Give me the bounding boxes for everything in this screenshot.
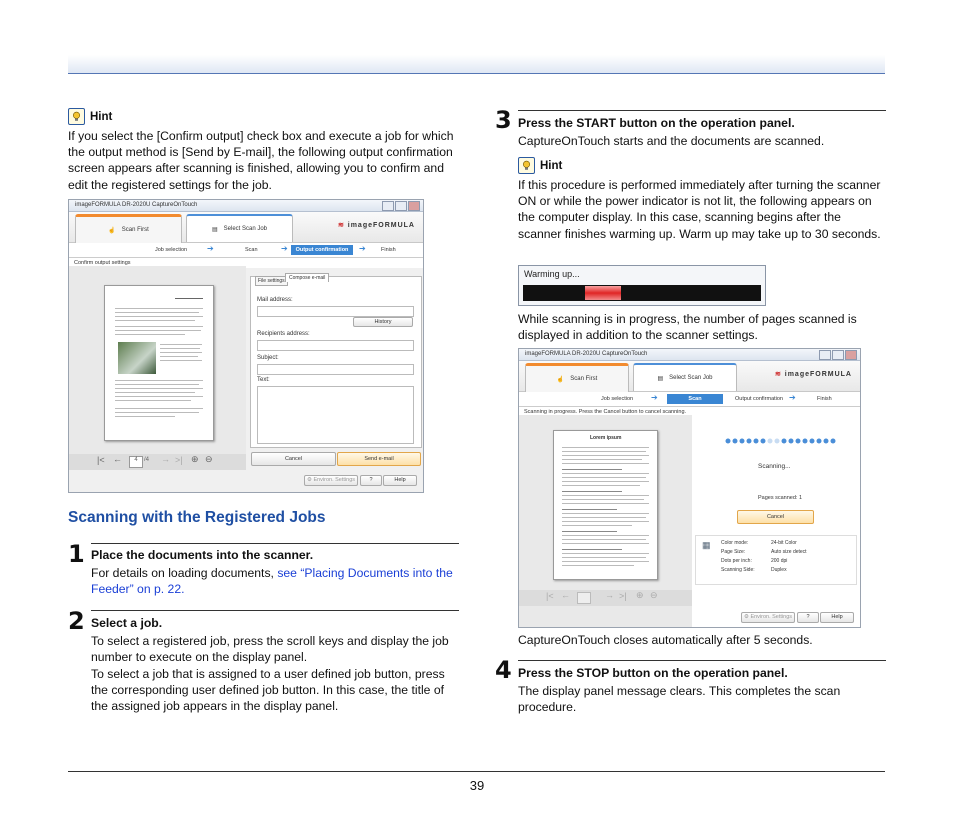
photo-image (118, 342, 156, 374)
warming-progress-indicator (585, 286, 621, 300)
step-1-text (91, 565, 461, 597)
warming-up-label: Warming up... (524, 269, 580, 279)
step-4-rule (518, 660, 886, 661)
scanning-status: Scanning... (758, 463, 791, 470)
page-navigator (69, 454, 246, 470)
step-1-body: For details on loading documents, (91, 566, 278, 580)
step-scan: Scan (667, 394, 723, 404)
step-4-heading: Press the STOP button on the operation panel. (518, 666, 788, 680)
arrow-icon: ➔ (207, 244, 214, 253)
tab-label: Select Scan Job (223, 226, 268, 232)
tab-scan-first[interactable] (75, 214, 182, 243)
zoom-in-icon[interactable]: ⊕ (191, 454, 199, 464)
text-area[interactable] (257, 386, 414, 444)
progress-steps (519, 392, 860, 407)
setting-key: Scanning Side: (721, 567, 755, 573)
tab-label: Select Scan Job (669, 375, 713, 381)
window-title: imageFORMULA DR-2020U CaptureOnTouch (525, 351, 648, 357)
progress-steps (69, 243, 423, 258)
hint-label: Hint (90, 110, 113, 123)
page-input[interactable] (577, 592, 591, 604)
hint-label: Hint (540, 159, 563, 172)
warming-up-dialog (518, 265, 766, 306)
window-titlebar (519, 349, 860, 361)
document-thumbnail (553, 430, 658, 580)
tab-label: Scan First (570, 376, 598, 382)
button-label: Environ. Settings (313, 477, 356, 483)
step-2-text-2: To select a job that is assigned to a user defined job button, press the corresponding user defined job button. In this case, the title of the assigned job appears in the display panel. (91, 667, 445, 714)
step-1-heading: Place the documents into the scanner. (91, 548, 314, 562)
hand-icon: ☝ (108, 227, 116, 234)
scanning-progress-dots (724, 437, 836, 445)
prev-page-icon[interactable]: ← (113, 454, 122, 464)
tab-compose-email[interactable]: Compose e-mail (285, 273, 329, 282)
step-2-heading: Select a job. (91, 616, 163, 630)
arrow-icon: ➔ (359, 244, 366, 253)
step-3-heading: Press the START button on the operation panel. (518, 116, 795, 130)
step-finish: Finish (381, 247, 396, 253)
hint-text-2: If this procedure is performed immediately after turning the scanner ON or while the power indicator is not lit, the following appears on the computer display. In this case, scanning begins after the scanner finishes warming up. Warm up may take up to 30 seconds. (518, 178, 881, 241)
environ-settings-button[interactable] (741, 612, 795, 623)
hint-text: If you select the [Confirm output] check box and execute a job for which the output method is [Send by E-mail], the following output confirmation screen appears after scanning is finished, allowing you to confirm and edit the registered settings for the job. (68, 129, 454, 192)
setting-value: Auto size detect (771, 549, 807, 555)
lightbulb-icon (518, 157, 535, 174)
cancel-button[interactable]: Cancel (737, 510, 814, 524)
setting-key: Color mode: (721, 540, 749, 546)
zoom-out-icon[interactable]: ⊖ (650, 590, 658, 600)
text-label: Text: (257, 377, 270, 383)
hint-heading-2 (518, 157, 562, 174)
page-total: /4 (144, 457, 150, 463)
hand-icon: ☝ (556, 376, 565, 383)
mail-address-field[interactable] (257, 306, 414, 317)
recipients-label: Recipients address: (257, 331, 310, 337)
environ-settings-button[interactable] (304, 475, 358, 486)
step-output-confirmation: Output confirmation (735, 396, 783, 402)
step-finish: Finish (817, 396, 832, 402)
tab-bar (69, 212, 423, 243)
help-button[interactable]: Help (820, 612, 854, 623)
last-page-icon[interactable]: >| (175, 455, 183, 465)
confirm-output-screenshot (68, 199, 424, 493)
settings-keys (721, 539, 755, 575)
settings-icon: ⚙ (306, 477, 312, 483)
step-job-selection: Job selection (155, 247, 188, 253)
mail-address-label: Mail address: (257, 297, 293, 303)
scan-status-pane (692, 415, 860, 627)
cancel-button[interactable]: Cancel (251, 452, 336, 466)
preview-pane (519, 415, 692, 627)
section-title: Scanning with the Registered Jobs (68, 509, 326, 526)
caption: Scanning in progress. Press the Cancel button to cancel scanning. (519, 407, 860, 417)
setting-value: 200 dpi (771, 558, 788, 564)
tab-select-scan-job[interactable] (186, 214, 293, 242)
arrow-icon: ➔ (651, 393, 658, 402)
scanning-screenshot (518, 348, 861, 628)
window-titlebar (69, 200, 423, 212)
footer-rule (68, 771, 885, 772)
header-band (68, 55, 885, 74)
step-3-text: CaptureOnTouch starts and the documents are scanned. (518, 134, 825, 148)
setting-value: 24-bit Color (771, 540, 797, 546)
tab-label: Scan First (121, 227, 149, 233)
arrow-icon: ➔ (789, 393, 796, 402)
arrow-icon: ➔ (281, 244, 288, 253)
zoom-in-icon[interactable]: ⊕ (636, 590, 644, 600)
scanner-icon: ▦ (702, 540, 711, 550)
recipients-field[interactable] (257, 340, 414, 351)
last-page-icon[interactable]: >| (619, 591, 627, 601)
question-button[interactable]: ? (360, 475, 382, 486)
pages-scanned: Pages scanned: 1 (758, 495, 803, 501)
scanner-settings-box (695, 535, 857, 585)
button-label: Environ. Settings (750, 614, 793, 620)
step-job-selection: Job selection (601, 396, 634, 402)
settings-values (771, 539, 807, 575)
step-2-number: 2 (68, 607, 85, 635)
step-1-number: 1 (68, 540, 85, 568)
setting-key: Dots per inch: (721, 558, 752, 564)
question-button[interactable]: ? (797, 612, 819, 623)
setting-value: Duplex (771, 567, 787, 573)
next-page-icon[interactable]: → (605, 590, 614, 600)
brand-logo: ≋ imageFORMULA (337, 222, 415, 229)
warming-progress-bar (523, 285, 761, 301)
settings-icon: ⚙ (743, 614, 749, 620)
subject-label: Subject: (257, 355, 279, 361)
window-controls (819, 350, 857, 360)
progress-text: While scanning is in progress, the number of pages scanned is displayed in addition to the scanner settings. (518, 312, 857, 343)
closes-text: CaptureOnTouch closes automatically after 5 seconds. (518, 633, 813, 647)
step-4-number: 4 (495, 656, 512, 684)
first-page-icon[interactable]: |< (97, 455, 105, 465)
zoom-out-icon[interactable]: ⊖ (205, 454, 213, 464)
tab-scan-first[interactable] (525, 363, 629, 392)
subject-field[interactable] (257, 364, 414, 375)
scanner-icon: ▤ (211, 226, 218, 233)
setting-key: Page Size: (721, 549, 746, 555)
step-4-text: The display panel message clears. This completes the scan procedure. (518, 684, 841, 715)
page-number: 39 (469, 778, 485, 793)
window-title: imageFORMULA DR-2020U CaptureOnTouch (75, 202, 198, 208)
history-button[interactable]: History (353, 317, 413, 327)
preview-pane (69, 266, 246, 454)
first-page-icon[interactable]: |< (546, 591, 554, 601)
send-email-button[interactable]: Send e-mail (337, 452, 421, 466)
tab-bar (519, 361, 860, 392)
hint-heading (68, 108, 112, 125)
help-button[interactable]: Help (383, 475, 417, 486)
step-3-number: 3 (495, 106, 512, 134)
step-2-text-1: To select a registered job, press the scroll keys and display the job number to execute on the display panel. (91, 634, 449, 665)
page-navigator (519, 590, 692, 606)
next-page-icon[interactable]: → (161, 454, 170, 464)
lightbulb-icon (68, 108, 85, 125)
doc-title: Lorem ipsum (590, 435, 622, 441)
placing-documents-link[interactable]: see “Placing Documents into the Feeder” on p. 22. (91, 566, 453, 597)
email-form (250, 276, 422, 448)
page-input[interactable]: 4 (129, 456, 143, 468)
caption: Confirm output settings (69, 258, 423, 268)
step-output-confirmation: Output confirmation (291, 245, 353, 255)
window-controls (382, 201, 420, 211)
step-1-rule (91, 543, 459, 544)
tab-file-settings[interactable]: File settings (255, 276, 288, 286)
step-2-rule (91, 610, 459, 611)
prev-page-icon[interactable]: ← (561, 590, 570, 600)
step-3-rule (518, 110, 886, 111)
document-thumbnail (104, 285, 214, 441)
brand-logo: ≋ imageFORMULA (774, 371, 852, 378)
step-scan: Scan (245, 247, 258, 253)
tab-select-scan-job[interactable] (633, 363, 737, 391)
scanner-icon: ▤ (657, 375, 664, 382)
